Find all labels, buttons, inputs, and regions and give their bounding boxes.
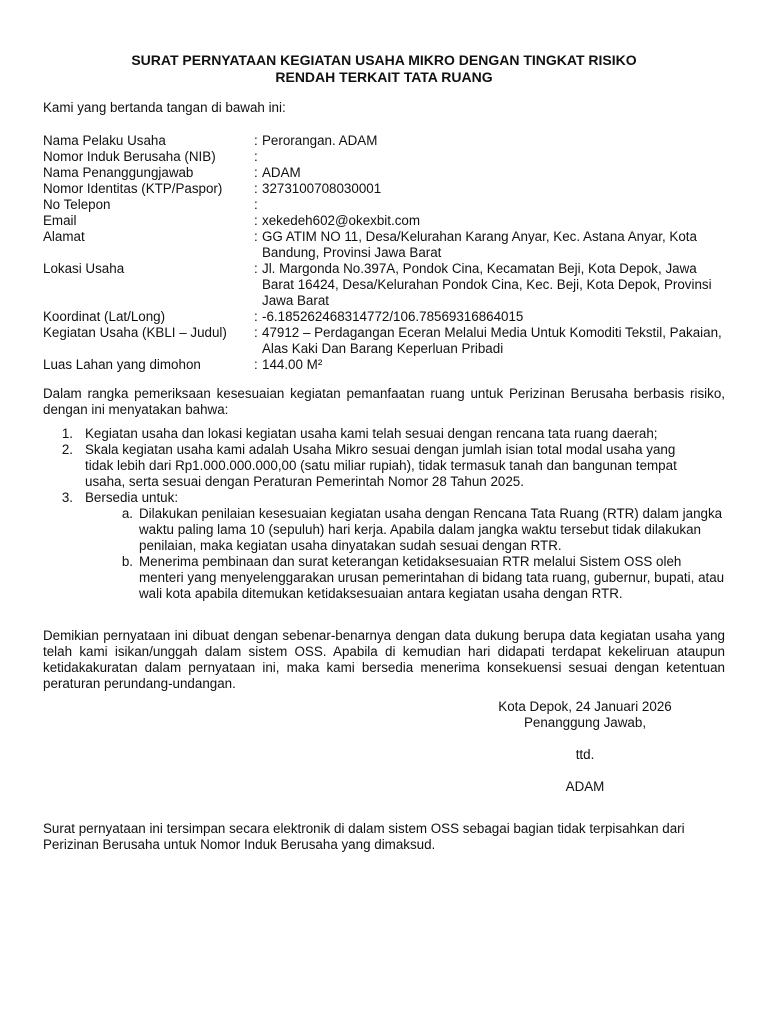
- title-line-1: SURAT PERNYATAAN KEGIATAN USAHA MIKRO DENGAN TINGKAT RISIKO: [131, 52, 637, 68]
- field-colon: :: [254, 309, 258, 324]
- statement-paragraph: Dalam rangka pemeriksaan kesesuaian kegiatan pemanfaatan ruang untuk Perizinan Berusaha berbasis risiko, dengan ini menyatakan bahwa:: [43, 386, 725, 417]
- field-label: Alamat: [43, 229, 85, 244]
- item-number: 2.: [61, 442, 73, 457]
- item-text: Skala kegiatan usaha kami adalah Usaha Mikro sesuai dengan jumlah isian total modal usaha yang tidak lebih dari Rp1.000.000.000,00 (satu miliar rupiah), tidak termasuk tanah dan bangunan tempat usaha, serta sesuai dengan Peraturan Pemerintah Nomor 28 Tahun 2025.: [85, 442, 677, 489]
- field-row: [43, 309, 743, 325]
- field-colon: :: [254, 357, 258, 372]
- field-label: Lokasi Usaha: [43, 261, 125, 276]
- field-label: Nama Pelaku Usaha: [43, 133, 166, 148]
- declaration-list: [43, 426, 725, 602]
- field-row: [43, 197, 743, 213]
- identity-fields: [43, 133, 743, 373]
- sub-item: [43, 506, 725, 554]
- field-label: Nomor Identitas (KTP/Paspor): [43, 181, 223, 196]
- field-colon: :: [254, 325, 258, 340]
- signature-block: [470, 699, 700, 795]
- declaration-item: [43, 442, 725, 490]
- signatory-name: ADAM: [565, 779, 605, 794]
- field-colon: :: [254, 229, 258, 244]
- signature-ttd: ttd.: [575, 747, 595, 762]
- field-value: Perorangan. ADAM: [262, 133, 378, 148]
- field-value: Jl. Margonda No.397A, Pondok Cina, Kecamatan Beji, Kota Depok, Jawa Barat 16424, Desa/Kelurahan Pondok Cina, Kec. Beji, Kota Depok, Provinsi Jawa Barat: [262, 261, 712, 308]
- field-colon: :: [254, 181, 258, 196]
- field-colon: :: [254, 165, 258, 180]
- field-colon: :: [254, 197, 258, 212]
- field-colon: :: [254, 213, 258, 228]
- field-row: [43, 213, 743, 229]
- place-date: Kota Depok, 24 Januari 2026: [498, 699, 672, 714]
- footer-note: Surat pernyataan ini tersimpan secara elektronik di dalam sistem OSS sebagai bagian tidak terpisahkan dari Perizinan Berusaha untuk Nomor Induk Berusaha yang dimaksud.: [43, 821, 685, 852]
- sub-item-letter: a.: [121, 506, 133, 521]
- field-row: [43, 325, 743, 357]
- field-row: [43, 261, 743, 309]
- item-text: Kegiatan usaha dan lokasi kegiatan usaha kami telah sesuai dengan rencana tata ruang daerah;: [85, 426, 658, 441]
- field-label: Kegiatan Usaha (KBLI – Judul): [43, 325, 227, 340]
- field-value: GG ATIM NO 11, Desa/Kelurahan Karang Anyar, Kec. Astana Anyar, Kota Bandung, Provinsi Jawa Barat: [262, 229, 697, 260]
- signature-spacer: [470, 763, 700, 779]
- field-value: 144.00 M²: [262, 357, 323, 372]
- field-colon: :: [254, 149, 258, 164]
- field-row: [43, 357, 743, 373]
- field-value: 3273100708030001: [262, 181, 382, 196]
- declaration-sub-list: [43, 506, 725, 602]
- closing-paragraph: Demikian pernyataan ini dibuat dengan sebenar-benarnya dengan data dukung berupa data kegiatan usaha yang telah kami isikan/unggah dalam sistem OSS. Apabila di kemudian hari didapati terdapat kekeliruan ataupun ketidakakuratan dalam pernyataan ini, maka kami bersedia menerima konsekuensi sesuai dengan ketentuan peraturan perundang-undangan.: [43, 628, 725, 691]
- signatory-role: Penanggung Jawab,: [523, 715, 647, 730]
- declaration-sub-list-wrapper: [43, 506, 725, 602]
- field-row: [43, 165, 743, 181]
- field-row: [43, 149, 743, 165]
- field-value: [262, 149, 732, 165]
- field-value: -6.185262468314772/106.78569316864015: [262, 309, 524, 324]
- item-number: 3.: [61, 490, 73, 505]
- sub-item-text: Menerima pembinaan dan surat keterangan ketidaksesuaian RTR melalui Sistem OSS oleh menteri yang menyelenggarakan urusan pemerintahan di bidang tata ruang, gubernur, bupati, atau wali kota apabila ditemukan ketidaksesuaian antara kegiatan usaha dengan RTR.: [139, 554, 725, 601]
- field-value: [262, 197, 732, 213]
- field-row: [43, 181, 743, 197]
- signature-spacer: [470, 731, 700, 747]
- sub-item-letter: b.: [121, 554, 133, 569]
- intro-text: Kami yang bertanda tangan di bawah ini:: [43, 100, 286, 115]
- field-label: Email: [43, 213, 77, 228]
- title-line-2: RENDAH TERKAIT TATA RUANG: [275, 68, 493, 85]
- field-label: No Telepon: [43, 197, 111, 212]
- field-row: [43, 229, 743, 261]
- field-label: Nomor Induk Berusaha (NIB): [43, 149, 216, 164]
- field-label: Koordinat (Lat/Long): [43, 309, 166, 324]
- declaration-item: [43, 426, 725, 442]
- declaration-item: [43, 490, 725, 506]
- item-text: Bersedia untuk:: [85, 490, 179, 505]
- field-value: ADAM: [262, 165, 301, 180]
- field-value: 47912 – Perdagangan Eceran Melalui Media Untuk Komoditi Tekstil, Pakaian, Alas Kaki Dan Barang Keperluan Pribadi: [262, 325, 722, 356]
- field-value: xekedeh602@okexbit.com: [262, 213, 421, 228]
- document-title: [0, 52, 768, 85]
- sub-item-text: Dilakukan penilaian kesesuaian kegiatan usaha dengan Rencana Tata Ruang (RTR) dalam jangka waktu paling lama 10 (sepuluh) hari kerja. Apabila dalam jangka waktu tersebut tidak dilakukan penilaian, maka kegiatan usaha dinyatakan sudah sesuai dengan RTR.: [139, 506, 723, 553]
- field-colon: :: [254, 133, 258, 148]
- field-label: Nama Penanggungjawab: [43, 165, 194, 180]
- field-row: [43, 133, 743, 149]
- sub-item: [43, 554, 725, 602]
- field-colon: :: [254, 261, 258, 276]
- field-label: Luas Lahan yang dimohon: [43, 357, 201, 372]
- item-number: 1.: [61, 426, 73, 441]
